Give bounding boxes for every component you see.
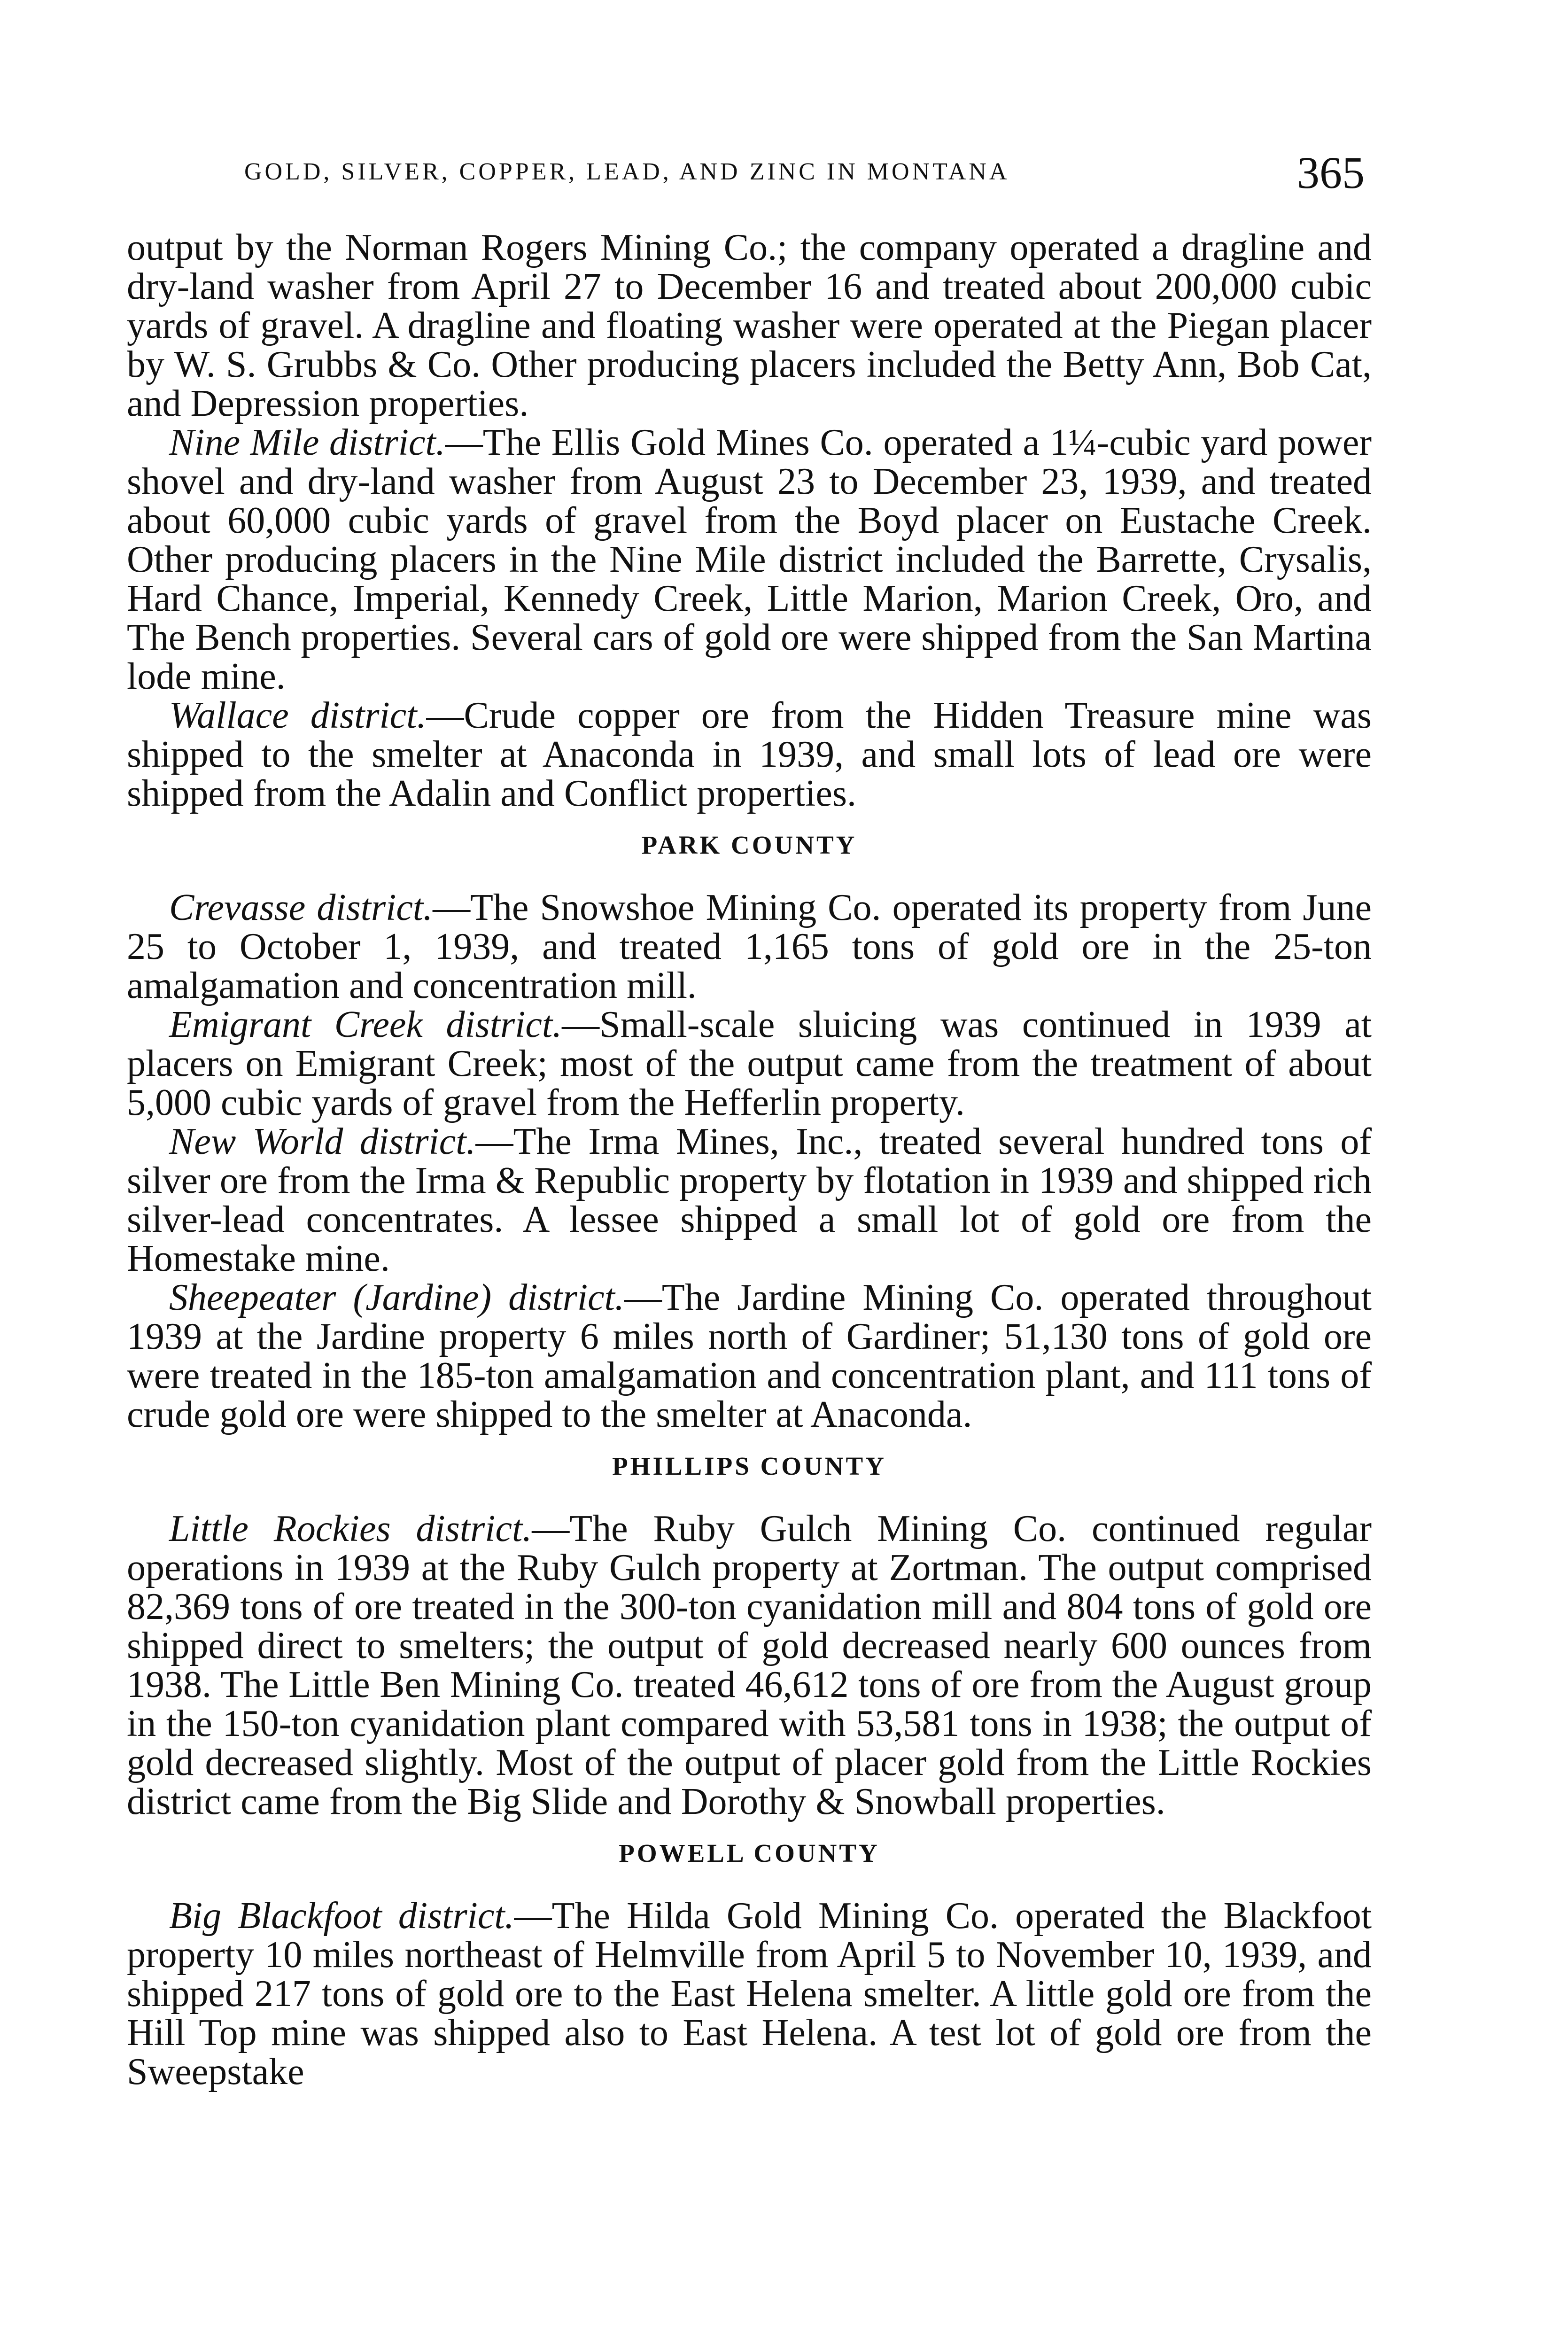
district-name: Emigrant Creek district. (169, 1004, 562, 1045)
district-name: Sheepeater (Jardine) district. (169, 1277, 624, 1318)
paragraph (127, 1897, 1372, 2092)
section-heading-powell-county: POWELL COUNTY (619, 1839, 880, 1867)
paragraph (127, 696, 1372, 813)
district-name: New World district. (169, 1121, 476, 1162)
section-heading-phillips-county: PHILLIPS COUNTY (612, 1452, 886, 1480)
paragraph (127, 1509, 1372, 1821)
paragraph-text: —The Ruby Gulch Mining Co. continued regular operations in 1939 at the Ruby Gulch property at Zortman. The output comprised 82,369 tons of ore treated in the 300-ton cyanidation mill and 804 tons of gold ore shipped direct to smelters; the output of gold decreased nearly 600 ounces from 1938. The Little Ben Mining Co. treated 46,612 tons of ore from the August group in the 150-ton cyanidation plant compared with 53,581 tons in 1938; the output of gold decreased slightly. Most of the output of placer gold from the Little Rockies district came from the Big Slide and Dorothy & Snowball properties. (127, 1508, 1372, 1822)
page-number: 365 (1297, 148, 1365, 198)
district-name: Nine Mile district. (169, 422, 445, 463)
paragraph-text: —The Snowshoe Mining Co. operated its property from June 25 to October 1, 1939, and treated 1,165 tons of gold ore in the 25-ton amalgamation and concentration mill. (127, 887, 1372, 1006)
paragraph (127, 1278, 1372, 1434)
district-name: Crevasse district. (169, 887, 433, 928)
running-head (235, 149, 1369, 201)
paragraph-text: output by the Norman Rogers Mining Co.; the company operated a dragline and dry-land washer from April 27 to December 16 and treated about 200,000 cubic yards of gravel. A dragline and floating washer were operated at the Piegan placer by W. S. Grubbs & Co. Other producing placers included the Betty Ann, Bob Cat, and Depression properties. (127, 227, 1372, 424)
paragraph (127, 228, 1372, 423)
paragraph (127, 888, 1372, 1005)
paragraph-text: —The Irma Mines, Inc., treated several hundred tons of silver ore from the Irma & Republic property by flotation in 1939 and shipped rich silver-lead concentrates. A lessee shipped a small lot of gold ore from the Homestake mine. (127, 1121, 1372, 1279)
district-name: Big Blackfoot district. (169, 1895, 514, 1937)
paragraph (127, 1005, 1372, 1122)
section-heading-park-county: PARK COUNTY (641, 831, 857, 859)
district-name: Wallace district. (169, 695, 427, 736)
paragraph-text: —Small-scale sluicing was continued in 1939 at placers on Emigrant Creek; most of the output came from the treatment of about 5,000 cubic yards of gravel from the Hefferlin property. (127, 1004, 1372, 1123)
paragraph (127, 423, 1372, 696)
paragraph-text: —The Hilda Gold Mining Co. operated the Blackfoot property 10 miles northeast of Helmville from April 5 to November 10, 1939, and shipped 217 tons of gold ore to the East Helena smelter. A little gold ore from the Hill Top mine was shipped also to East Helena. A test lot of gold ore from the Sweepstake (127, 1895, 1372, 2092)
paragraph-text: —Crude copper ore from the Hidden Treasure mine was shipped to the smelter at Anaconda in 1939, and small lots of lead ore were shipped from the Adalin and Conflict properties. (127, 695, 1372, 814)
running-title: GOLD, SILVER, COPPER, LEAD, AND ZINC IN MONTANA (244, 158, 1010, 185)
paragraph-text: —The Ellis Gold Mines Co. operated a 1¼-cubic yard power shovel and dry-land washer from August 23 to December 23, 1939, and treated about 60,000 cubic yards of gravel from the Boyd placer on Eustache Creek. Other producing placers in the Nine Mile district included the Barrette, Crysalis, Hard Chance, Imperial, Kennedy Creek, Little Marion, Marion Creek, Oro, and The Bench properties. Several cars of gold ore were shipped from the San Martina lode mine. (127, 422, 1372, 697)
paragraph-text: —The Jardine Mining Co. operated throughout 1939 at the Jardine property 6 miles north of Gardiner; 51,130 tons of gold ore were treated in the 185-ton amalgamation and concentration plant, and 111 tons of crude gold ore were shipped to the smelter at Anaconda. (127, 1277, 1372, 1435)
body-text (127, 228, 1372, 2092)
paragraph (127, 1122, 1372, 1278)
district-name: Little Rockies district. (169, 1508, 532, 1549)
